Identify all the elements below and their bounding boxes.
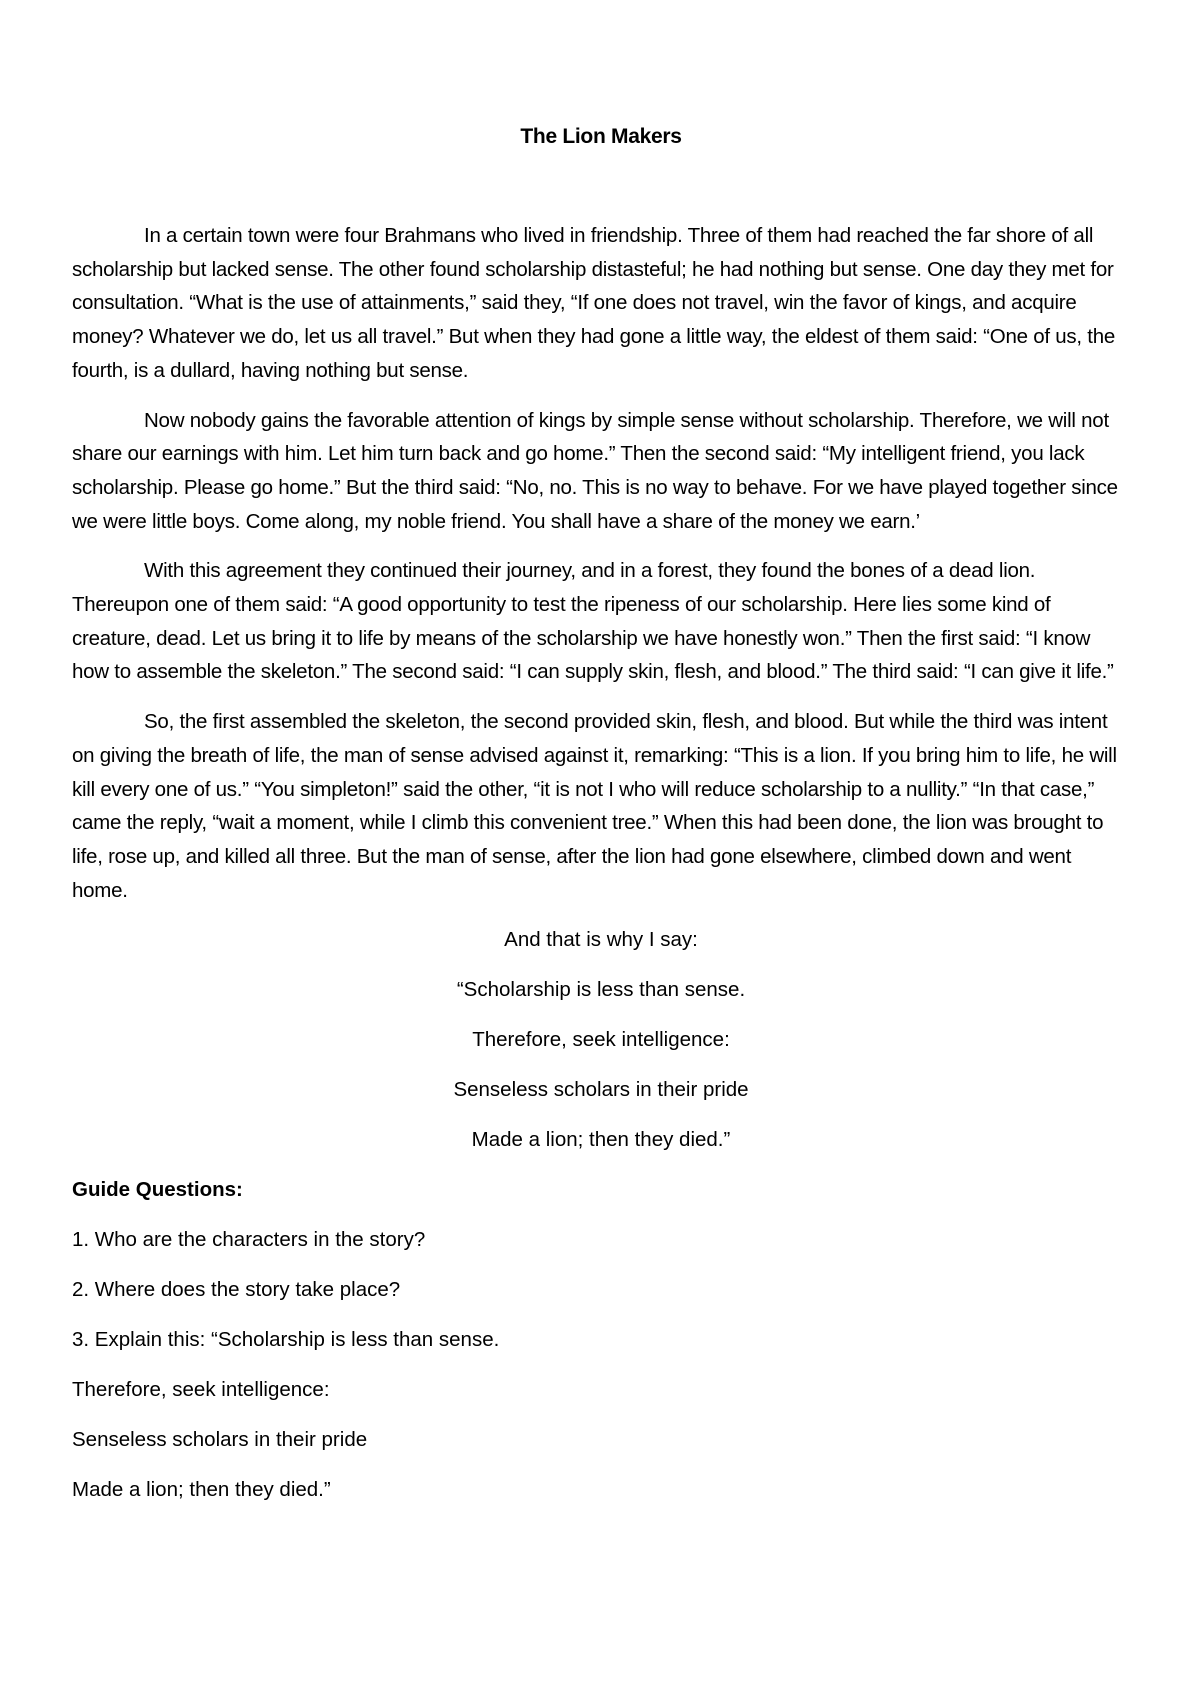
- document-title: The Lion Makers: [520, 125, 682, 148]
- story-paragraph-4: So, the first assembled the skeleton, the second provided skin, flesh, and blood. But while the third was intent on giving the breath of life, the man of sense advised against it, remarking: “This is a lion. If you bring him to life, he will kill every one of us.” “You simpleton!” said the other, “it is not I who will reduce scholarship to a nullity.” “In that case,” came the reply, “wait a moment, while I climb this convenient tree.” When this had been done, the lion was brought to life, rose up, and killed all three. But the man of sense, after the lion had gone elsewhere, climbed down and went home.: [72, 710, 1117, 902]
- question-line: 1. Who are the characters in the story?: [72, 1228, 426, 1252]
- question-line: Senseless scholars in their pride: [72, 1428, 368, 1452]
- verse-line: Made a lion; then they died.”: [471, 1128, 731, 1152]
- guide-questions-section: [72, 1173, 1130, 1523]
- verse-line: “Scholarship is less than sense.: [456, 978, 746, 1002]
- question-line: Therefore, seek intelligence:: [72, 1378, 330, 1402]
- moral-verse: [72, 923, 1130, 1173]
- question-line: Made a lion; then they died.”: [72, 1478, 331, 1502]
- question-line: 2. Where does the story take place?: [72, 1278, 401, 1302]
- guide-questions-heading: Guide Questions:: [72, 1178, 243, 1202]
- document-body: [72, 122, 1130, 1523]
- verse-line: Therefore, seek intelligence:: [472, 1028, 730, 1052]
- verse-line: And that is why I say:: [504, 928, 698, 952]
- verse-line: Senseless scholars in their pride: [453, 1078, 749, 1102]
- story-paragraph-1: In a certain town were four Brahmans who lived in friendship. Three of them had reached the far shore of all scholarship but lacked sense. The other found scholarship distasteful; he had nothing but sense. One day they met for consultation. “What is the use of attainments,” said they, “If one does not travel, win the favor of kings, and acquire money? Whatever we do, let us all travel.” But when they had gone a little way, the eldest of them said: “One of us, the fourth, is a dullard, having nothing but sense.: [72, 224, 1116, 382]
- question-line: 3. Explain this: “Scholarship is less than sense.: [72, 1328, 500, 1352]
- story-paragraph-2: Now nobody gains the favorable attention of kings by simple sense without scholarship. Therefore, we will not share our earnings with him. Let him turn back and go home.” Then the second said: “My intelligent friend, you lack scholarship. Please go home.” But the third said: “No, no. This is no way to behave. For we have played together since we were little boys. Come along, my noble friend. You shall have a share of the money we earn.’: [72, 408, 1118, 533]
- story-paragraph-3: With this agreement they continued their journey, and in a forest, they found the bones of a dead lion. Thereupon one of them said: “A good opportunity to test the ripeness of our scholarship. Here lies some kind of creature, dead. Let us bring it to life by means of the scholarship we have honestly won.” Then the first said: “I know how to assemble the skeleton.” The second said: “I can supply skin, flesh, and blood.” The third said: “I can give it life.”: [72, 559, 1114, 684]
